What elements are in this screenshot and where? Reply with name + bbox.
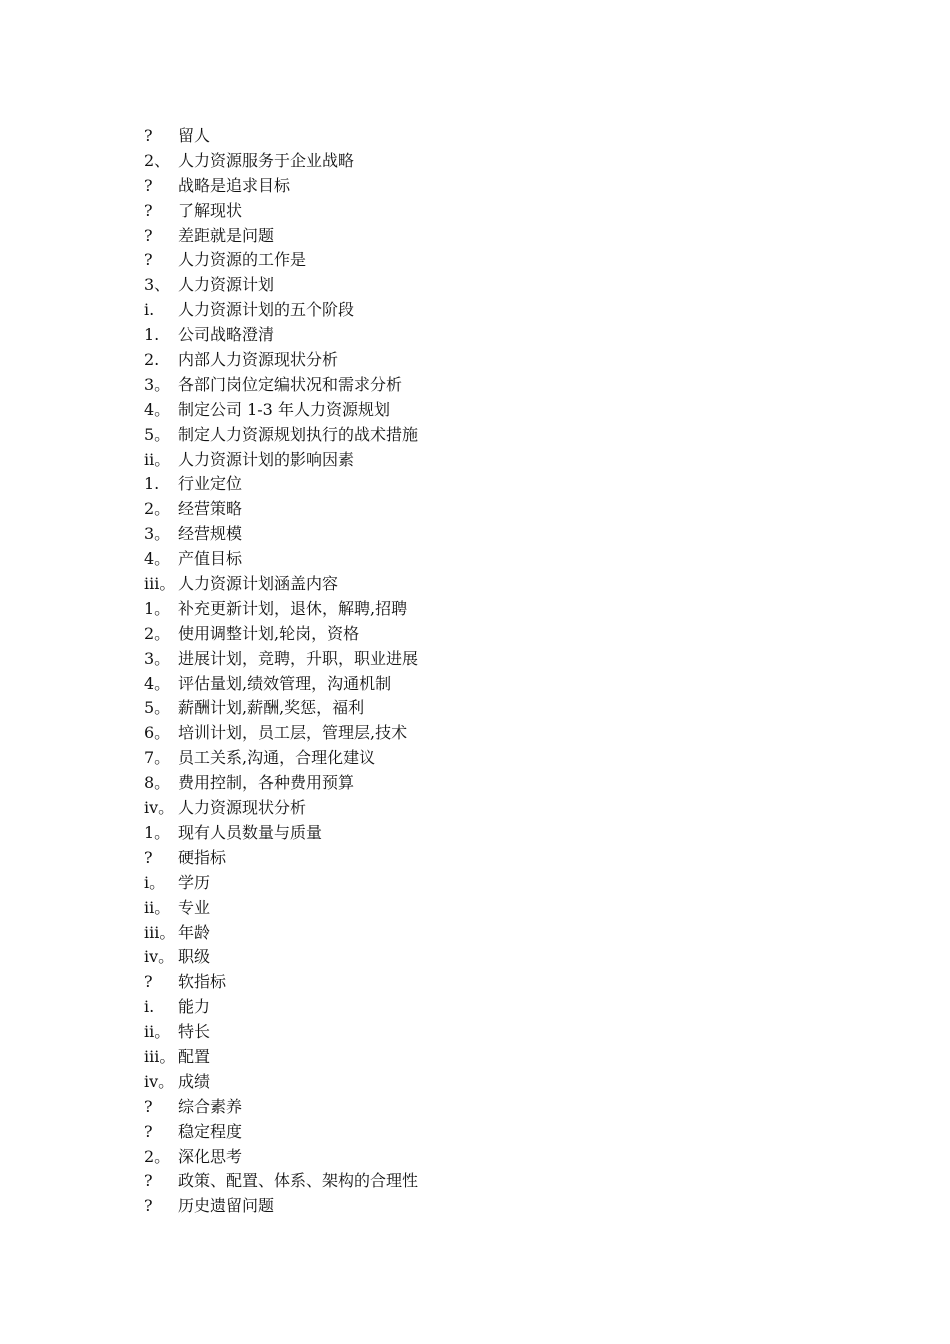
line-text: 经营策略 [178, 499, 243, 519]
line-text: 了解现状 [178, 200, 243, 220]
outline-line [144, 796, 704, 821]
outline-line [144, 597, 704, 622]
outline-line [144, 224, 704, 249]
outline-line [144, 1169, 704, 1194]
list-marker: ? [144, 847, 153, 867]
list-marker: 2。 [144, 623, 171, 643]
list-marker: 5。 [144, 424, 171, 444]
line-text: 留人 [178, 126, 211, 145]
list-marker: ? [144, 1196, 153, 1216]
outline-line [144, 921, 704, 946]
outline-line [144, 373, 704, 398]
outline-line [144, 522, 704, 547]
list-marker: ii。 [144, 449, 171, 469]
list-marker: 1。 [144, 822, 171, 842]
list-marker: 6。 [144, 723, 171, 743]
line-text: 深化思考 [178, 1146, 243, 1166]
line-text: 费用控制，各种费用预算 [178, 773, 355, 793]
line-text: 评估量划,绩效管理，沟通机制 [178, 673, 392, 693]
outline-line [144, 995, 704, 1020]
outline-line [144, 1145, 704, 1170]
list-marker: 1. [144, 474, 160, 494]
line-text: 进展计划，竞聘，升职，职业进展 [178, 648, 419, 668]
line-text: 特长 [178, 1022, 211, 1042]
outline-line [144, 871, 704, 896]
line-text: 差距就是问题 [178, 225, 275, 245]
outline-line [144, 896, 704, 921]
list-marker: 2、 [144, 150, 171, 170]
line-text: 制定人力资源规划执行的战术措施 [178, 424, 419, 444]
list-marker: 2。 [144, 1146, 171, 1166]
outline-line [144, 1194, 704, 1219]
outline-line [144, 124, 704, 149]
line-text: 人力资源计划涵盖内容 [178, 574, 339, 594]
line-text: 培训计划，员工层，管理层,技术 [178, 723, 408, 743]
line-text: 制定公司 1-3 年人力资源规划 [178, 399, 390, 419]
line-text: 人力资源计划 [178, 275, 275, 295]
outline-line [144, 945, 704, 970]
list-marker: 8。 [144, 773, 171, 793]
outline-line [144, 970, 704, 995]
outline-line [144, 696, 704, 721]
list-marker: i. [144, 300, 155, 320]
outline-line [144, 1120, 704, 1145]
list-marker: ? [144, 225, 153, 245]
outline-list [144, 124, 704, 1219]
line-text: 专业 [178, 897, 211, 917]
outline-line [144, 572, 704, 597]
outline-line [144, 323, 704, 348]
line-text: 能力 [178, 997, 211, 1017]
line-text: 内部人力资源现状分析 [178, 350, 339, 370]
list-marker: 1. [144, 325, 160, 345]
line-text: 政策、配置、体系、架构的合理性 [178, 1171, 419, 1191]
outline-line [144, 398, 704, 423]
line-text: 职级 [178, 947, 211, 967]
list-marker: 3。 [144, 648, 171, 668]
outline-line [144, 821, 704, 846]
outline-line [144, 497, 704, 522]
outline-line [144, 1020, 704, 1045]
list-marker: 5。 [144, 698, 171, 718]
outline-line [144, 1070, 704, 1095]
list-marker: 3。 [144, 374, 171, 394]
line-text: 经营规模 [178, 524, 243, 544]
line-text: 产值目标 [178, 549, 243, 569]
list-marker: ii。 [144, 1022, 171, 1042]
list-marker: iii。 [144, 1046, 176, 1066]
line-text: 人力资源的工作是 [178, 250, 307, 270]
outline-line [144, 472, 704, 497]
list-marker: 4。 [144, 399, 171, 419]
list-marker: ? [144, 1171, 153, 1191]
line-text: 成绩 [178, 1071, 211, 1091]
line-text: 补充更新计划，退休，解聘,招聘 [178, 598, 408, 618]
outline-line [144, 448, 704, 473]
line-text: 现有人员数量与质量 [178, 822, 323, 842]
list-marker: ii。 [144, 897, 171, 917]
line-text: 薪酬计划,薪酬,奖惩，福利 [178, 698, 365, 718]
outline-line [144, 746, 704, 771]
list-marker: iii。 [144, 574, 176, 594]
list-marker: ? [144, 972, 153, 992]
outline-line [144, 1045, 704, 1070]
list-marker: 3、 [144, 275, 171, 295]
list-marker: iv。 [144, 1071, 175, 1091]
list-marker: ? [144, 175, 153, 195]
line-text: 人力资源现状分析 [178, 798, 307, 818]
line-text: 使用调整计划,轮岗，资格 [178, 623, 360, 643]
line-text: 人力资源计划的影响因素 [178, 449, 355, 469]
list-marker: ? [144, 250, 153, 270]
line-text: 配置 [178, 1046, 211, 1066]
line-text: 各部门岗位定编状况和需求分析 [178, 374, 403, 394]
outline-line [144, 672, 704, 697]
list-marker: i。 [144, 872, 166, 892]
list-marker: 2. [144, 350, 160, 370]
list-marker: 1。 [144, 598, 171, 618]
line-text: 行业定位 [178, 474, 243, 494]
list-marker: 4。 [144, 549, 171, 569]
list-marker: iii。 [144, 922, 176, 942]
outline-line [144, 1095, 704, 1120]
list-marker: ? [144, 1096, 153, 1116]
line-text: 人力资源服务于企业战略 [178, 150, 355, 170]
line-text: 历史遗留问题 [178, 1196, 275, 1216]
outline-line [144, 846, 704, 871]
outline-line [144, 174, 704, 199]
outline-line [144, 248, 704, 273]
line-text: 战略是追求目标 [178, 175, 291, 195]
list-marker: iv。 [144, 947, 175, 967]
outline-line [144, 298, 704, 323]
line-text: 员工关系,沟通，合理化建议 [178, 748, 376, 768]
outline-line [144, 721, 704, 746]
list-marker: iv。 [144, 798, 175, 818]
outline-line [144, 622, 704, 647]
line-text: 公司战略澄清 [178, 325, 275, 345]
outline-line [144, 348, 704, 373]
list-marker: i. [144, 997, 155, 1017]
line-text: 硬指标 [178, 847, 227, 867]
list-marker: 4。 [144, 673, 171, 693]
line-text: 稳定程度 [178, 1121, 243, 1141]
outline-line [144, 273, 704, 298]
outline-line [144, 199, 704, 224]
line-text: 软指标 [178, 972, 227, 992]
line-text: 人力资源计划的五个阶段 [178, 300, 355, 320]
line-text: 年龄 [178, 922, 211, 942]
list-marker: ? [144, 200, 153, 220]
outline-line [144, 149, 704, 174]
line-text: 综合素养 [178, 1096, 243, 1116]
outline-line [144, 771, 704, 796]
list-marker: 7。 [144, 748, 171, 768]
list-marker: ? [144, 1121, 153, 1141]
list-marker: 3。 [144, 524, 171, 544]
line-text: 学历 [178, 872, 211, 892]
outline-line [144, 647, 704, 672]
list-marker: ? [144, 126, 153, 145]
outline-line [144, 547, 704, 572]
outline-line [144, 423, 704, 448]
list-marker: 2。 [144, 499, 171, 519]
